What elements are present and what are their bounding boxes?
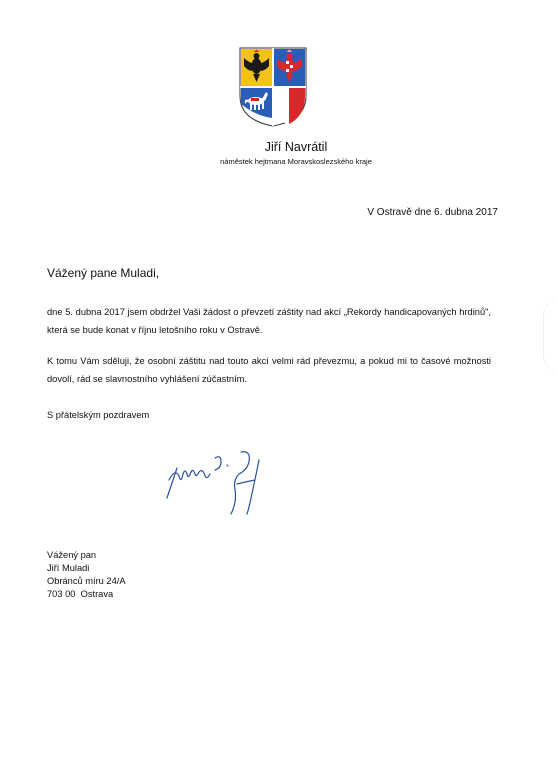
salutation: Vážený pane Muladi, xyxy=(47,266,160,280)
closing-line: S přátelským pozdravem xyxy=(47,410,150,420)
sender-title: náměstek hejtmana Moravskoslezského kraje xyxy=(220,157,372,166)
address-line: Jiří Muladi xyxy=(47,563,90,573)
address-line: Obránců míru 24/A xyxy=(47,576,126,586)
sender-name: Jiří Navrátil xyxy=(264,140,328,154)
coat-of-arms-icon xyxy=(238,46,308,128)
address-line: 703 00 Ostrava xyxy=(47,589,114,599)
body-paragraph: dne 5. dubna 2017 jsem obdržel Vaši žádost o převzetí záštity nad akcí „Rekordy handicapovaných hrdinů", která se bude konat v říjnu letošního roku v Ostravě. xyxy=(47,307,491,335)
scan-artifact xyxy=(543,300,558,370)
body-paragraph: K tomu Vám sděluji, že osobní záštitu nad touto akcí velmi rád převezmu, a pokud mi to časové možnosti dovolí, rád se slavnostního vyhlášení zúčastním. xyxy=(47,356,491,384)
recipient-address xyxy=(47,549,126,601)
letter-date: V Ostravě dne 6. dubna 2017 xyxy=(367,207,498,218)
address-line: Vážený pan xyxy=(47,550,97,560)
handwritten-signature xyxy=(155,440,295,525)
